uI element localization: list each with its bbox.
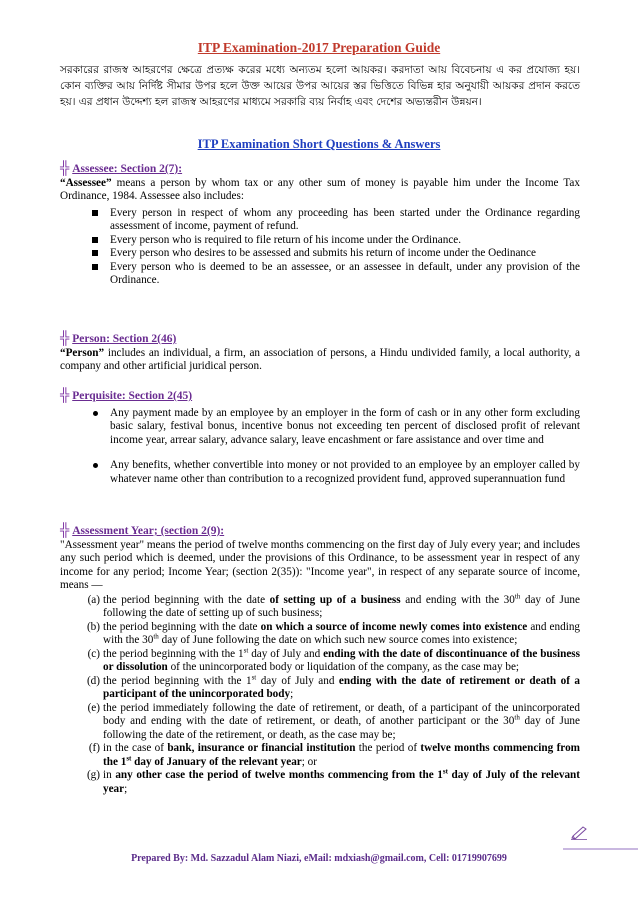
bangla-intro-paragraph: সরকারের রাজস্ব আহরণের ক্ষেত্রে প্রত্যক্ষ করের মধ্যে অন্যতম হলো আয়কর। করদাতা আয় বিবেচনায় এ কর প্রযোজ্য হয়। কোন ব্যক্তির আয় নির্দিষ্ট সীমার উপর হলে উক্ত আয়ের উপর আয়ের স্তর ভিত্তিতে বিভিন্ন হার অনুযায়ী আয়কর প্রদান করতে হয়। এর প্রধান উদ্দেশ্য হল রাজস্ব আহরণের মাধ্যমে সরকারি ব্যয় নির্বাহ এবং দেশের অভ্যন্তরীন উন্নয়ন।	[60, 64, 580, 108]
assessment-year-section	[60, 523, 580, 796]
person-section	[60, 331, 580, 374]
assessee-list	[60, 207, 580, 288]
income-year-list	[60, 591, 581, 797]
list-item: (e) the period immediately following the date of retirement, or death, of a participant of the unincorporated body and ending with the date of retirement, or death, of another participant or the 30th day of June following the date of the retirement, or death, as the case may be;	[87, 701, 580, 741]
cross-mark-icon: ╬	[60, 330, 70, 345]
cross-mark-icon: ╬	[60, 387, 70, 402]
list-item: Every person who desires to be assessed and submits his return of income under the Oedinance	[60, 247, 580, 261]
pencil-icon	[571, 826, 587, 840]
perquisite-section	[60, 388, 580, 491]
assessee-definition: “Assessee” means a person by whom tax or any other sum of money is payable him under the Income Tax Ordinance, 1984. Assessee also includes:	[60, 176, 580, 202]
section-subtitle: ITP Examination Short Questions & Answers	[197, 137, 441, 151]
square-bullet-icon	[92, 237, 98, 243]
list-item: (g) in any other case the period of twelve months commencing from the 1st day of July of the relevant year;	[86, 767, 580, 795]
person-heading: ╬ Person: Section 2(46)	[60, 330, 177, 345]
assessee-heading: ╬ Assessee: Section 2(7):	[60, 160, 183, 175]
square-bullet-icon	[92, 264, 98, 270]
square-bullet-icon	[92, 250, 98, 256]
cross-mark-icon: ╬	[60, 160, 70, 175]
dot-bullet-icon	[93, 463, 98, 468]
list-item: Every person who is deemed to be an assessee, or an assessee in default, under any provision of the Ordinance.	[60, 261, 580, 288]
perquisite-list	[60, 407, 580, 487]
assessment-year-heading: ╬ Assessment Year; (section 2(9):	[60, 522, 225, 537]
list-item: Any payment made by an employee by an employer in the form of cash or in any other form excluding basic salary, festival bonus, incentive bonus not exceeding ten percent of disclosed profit of relevant income year, arrear salary, advance salary, leave encashment or fare assistance and over time and	[60, 407, 580, 448]
perquisite-heading: ╬ Perquisite: Section 2(45)	[60, 387, 193, 402]
assessee-section	[60, 161, 580, 288]
list-item: Every person in respect of whom any proceeding has been started under the Ordinance regarding assessment of income, payment of refund.	[60, 207, 580, 234]
page-footer: Prepared By: Md. Sazzadul Alam Niazi, eMail: mdxiash@gmail.com, Cell: 01719907699	[131, 853, 507, 864]
footer-rule	[563, 848, 638, 850]
list-item: (d) the period beginning with the 1st day of July and ending with the date of retirement or death of a participant of the unincorporated body;	[86, 672, 580, 700]
dot-bullet-icon	[93, 411, 98, 416]
cross-mark-icon: ╬	[60, 522, 70, 537]
list-item: (a) the period beginning with the date of setting up of a business and ending with the 30th day of June following the date of setting up of such business;	[87, 591, 580, 619]
person-definition: “Person” includes an individual, a firm, an association of persons, a Hindu undivided family, a local authority, a company and other artificial juridical person.	[60, 346, 580, 372]
list-item: (f) in the case of bank, insurance or financial institution the period of twelve months commencing from the 1st day of January of the relevant year; or	[88, 742, 580, 768]
list-item: (b) the period beginning with the date on which a source of income newly comes into existence and ending with the 30th day of June following the date on which such new source comes into existence;	[86, 620, 581, 646]
list-item: (c) the period beginning with the 1st day of July and ending with the date of discontinuance of the business or dissolution of the unincorporated body or liquidation of the company, as the case may be;	[87, 645, 580, 673]
square-bullet-icon	[92, 210, 98, 216]
list-item: Any benefits, whether convertible into money or not provided to an employee by an employer called by whatever name other than contribution to a recognized provident fund, approved superannuation fund	[60, 459, 580, 486]
page-title: ITP Examination-2017 Preparation Guide	[197, 40, 441, 55]
assessment-year-definition: "Assessment year" means the period of twelve months commencing on the first day of July every year; and includes any such period which is deemed, under the provisions of this Ordinance, to be assessment year in respect of any income for any period; Income Year; (section 2(35)): "Income year", in respect of any separate source of income, means —	[60, 538, 580, 591]
list-item: Every person who is required to file return of his income under the Ordinance.	[60, 234, 580, 248]
